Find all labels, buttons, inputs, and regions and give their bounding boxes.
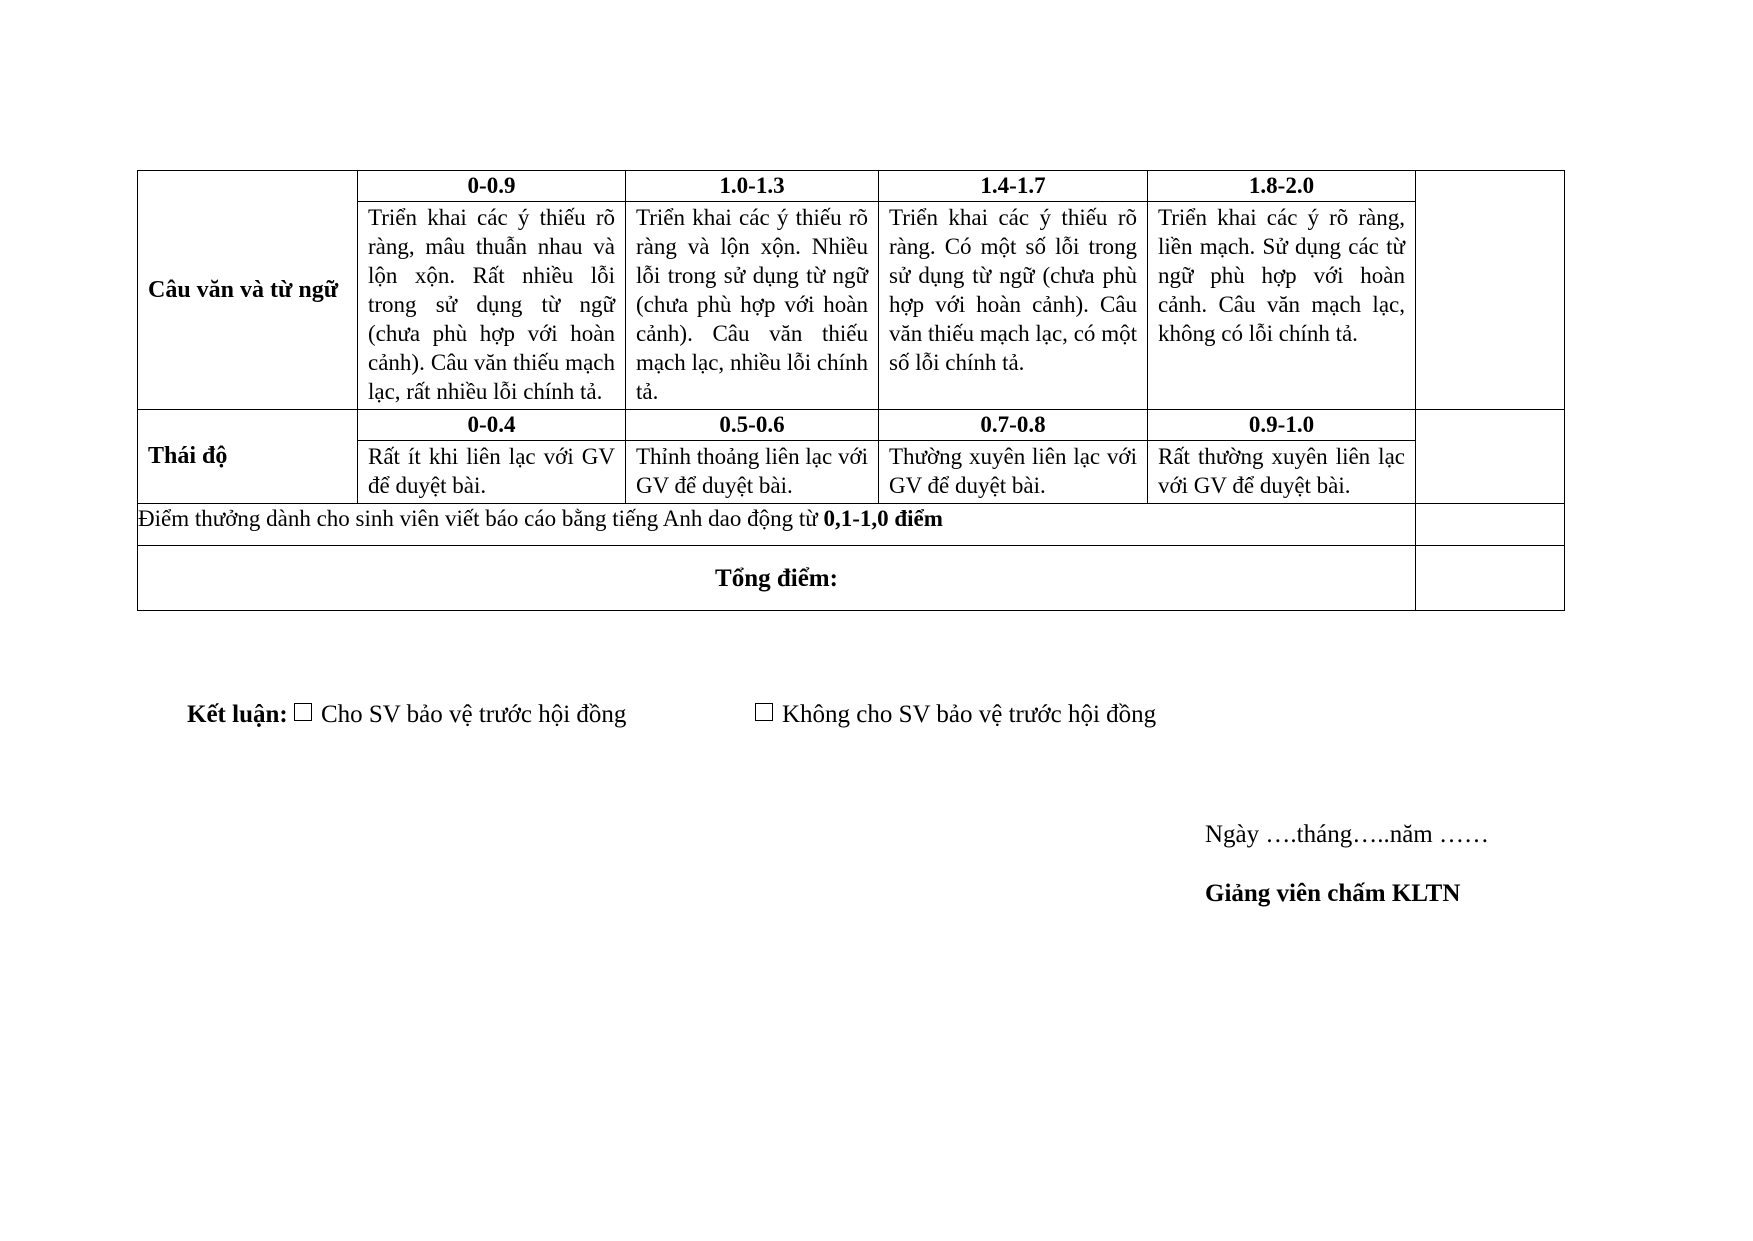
option-no-label: Không cho SV bảo vệ trước hội đồng <box>782 701 1157 728</box>
grading-rubric-table <box>137 170 1565 611</box>
bonus-description <box>138 504 1416 546</box>
band-cell <box>879 410 1148 504</box>
total-row <box>138 546 1565 611</box>
band-description: Rất thường xuyên liên lạc với GV để duyệt bài. <box>1158 444 1405 498</box>
band-cell <box>879 171 1148 410</box>
band-description: Thường xuyên liên lạc với GV để duyệt bài. <box>889 444 1137 498</box>
band-range: 0-0.4 <box>358 410 625 441</box>
band-description: Triển khai các ý thiếu rõ ràng, mâu thuẫn nhau và lộn xộn. Rất nhiều lỗi trong sử dụng từ ngữ (chưa phù hợp với hoàn cảnh). Câu văn thiếu mạch lạc, rất nhiều lỗi chính tả. <box>368 205 615 404</box>
total-score-cell[interactable] <box>1416 546 1565 611</box>
conclusion-label: Kết luận: <box>187 701 288 728</box>
checkbox-yes[interactable] <box>294 703 312 721</box>
score-cell[interactable] <box>1416 410 1565 504</box>
band-range: 0.7-0.8 <box>879 410 1147 441</box>
checkbox-no[interactable] <box>755 703 773 721</box>
band-description: Thỉnh thoảng liên lạc với GV để duyệt bài. <box>636 444 868 498</box>
band-description: Triển khai các ý thiếu rõ ràng và lộn xộn. Nhiều lỗi trong sử dụng từ ngữ (chưa phù hợp với hoàn cảnh). Câu văn thiếu mạch lạc, nhiều lỗi chính tả. <box>636 205 868 404</box>
band-cell <box>1148 171 1416 410</box>
band-cell <box>626 410 879 504</box>
band-cell <box>358 171 626 410</box>
band-range: 1.4-1.7 <box>879 171 1147 202</box>
bonus-score-cell[interactable] <box>1416 504 1565 546</box>
band-range: 0-0.9 <box>358 171 625 202</box>
band-range: 1.8-2.0 <box>1148 171 1415 202</box>
signature-date-line: Ngày ….tháng…..năm …… <box>1205 821 1489 848</box>
band-range: 0.9-1.0 <box>1148 410 1415 441</box>
band-description: Triển khai các ý thiếu rõ ràng. Có một số lỗi trong sử dụng từ ngữ (chưa phù hợp với hoàn cảnh). Câu văn thiếu mạch lạc, có một số lỗi chính tả. <box>889 205 1137 375</box>
bonus-row <box>138 504 1565 546</box>
band-description: Rất ít khi liên lạc với GV để duyệt bài. <box>368 444 615 498</box>
criterion-label: Câu văn và từ ngữ <box>138 171 358 410</box>
criterion-label: Thái độ <box>138 410 358 504</box>
signature-title: Giảng viên chấm KLTN <box>1205 880 1461 907</box>
option-yes-label: Cho SV bảo vệ trước hội đồng <box>320 701 627 728</box>
conclusion-yes <box>187 699 626 731</box>
band-range: 0.5-0.6 <box>626 410 878 441</box>
band-cell <box>358 410 626 504</box>
total-label: Tổng điểm: <box>138 546 1416 611</box>
bonus-range: 0,1-1,0 điểm <box>823 506 943 531</box>
rubric-row-attitude <box>138 410 1565 504</box>
rubric-row-language <box>138 171 1565 410</box>
band-cell <box>626 171 879 410</box>
band-range: 1.0-1.3 <box>626 171 878 202</box>
band-cell <box>1148 410 1416 504</box>
score-cell[interactable] <box>1416 171 1565 410</box>
conclusion-no <box>755 699 1156 731</box>
bonus-text: Điểm thưởng dành cho sinh viên viết báo cáo bằng tiếng Anh dao động từ <box>138 506 824 531</box>
band-description: Triển khai các ý rõ ràng, liền mạch. Sử dụng các từ ngữ phù hợp với hoàn cảnh. Câu văn mạch lạc, không có lỗi chính tả. <box>1158 205 1405 346</box>
